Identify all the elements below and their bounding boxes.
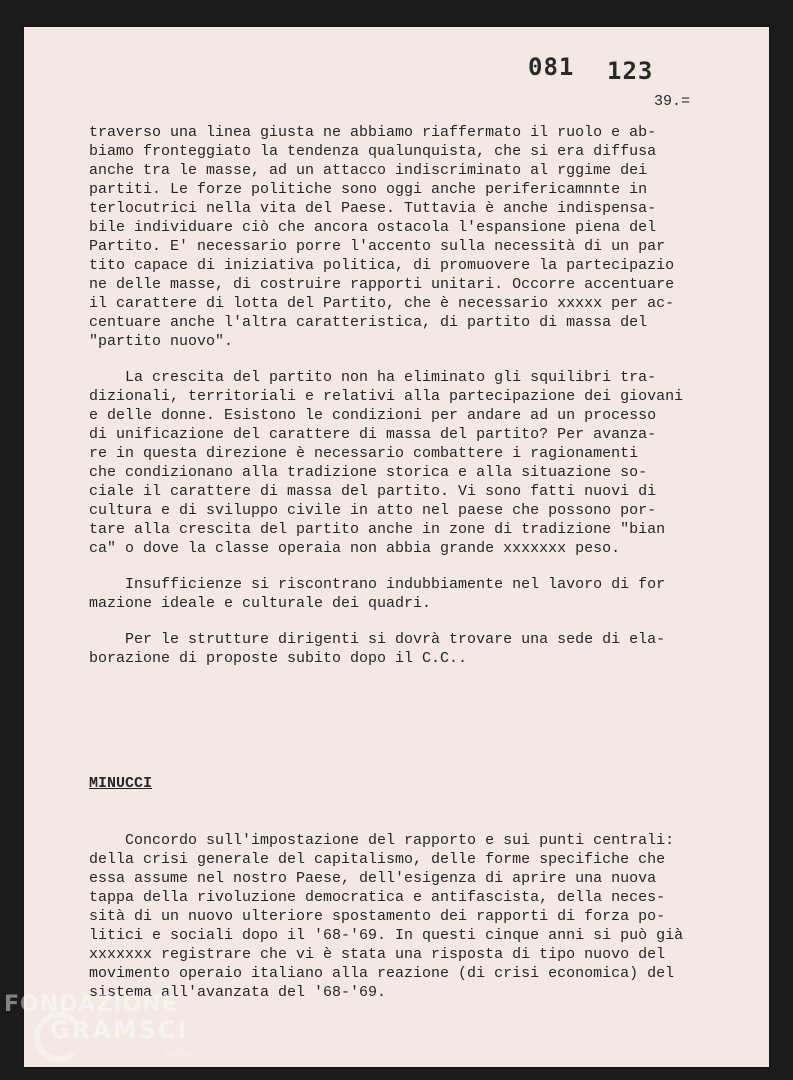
text-line: di unificazione del carattere di massa del partito? Per avanza- bbox=[89, 426, 657, 443]
text-line: Partito. E' necessario porre l'accento sulla necessità di un par bbox=[89, 238, 666, 255]
text-line: che condizionano alla tradizione storica e alla situazione so- bbox=[89, 464, 648, 481]
text-line: tito capace di iniziativa politica, di promuovere la partecipazio bbox=[89, 257, 675, 274]
text-line: mazione ideale e culturale dei quadri. bbox=[89, 595, 432, 612]
text-line: cultura e di sviluppo civile in atto nel paese che possono por- bbox=[89, 502, 657, 519]
text-line: sistema all'avanzata del '68-'69. bbox=[89, 984, 387, 1001]
text-line: traverso una linea giusta ne abbiamo riaffermato il ruolo e ab- bbox=[89, 124, 657, 141]
text-line: e delle donne. Esistono le condizioni per andare ad un processo bbox=[89, 407, 657, 424]
text-line: partiti. Le forze politiche sono oggi anche perifericamnnte in bbox=[89, 181, 648, 198]
text-line: anche tra le masse, ad un attacco indiscriminato al rggime dei bbox=[89, 162, 648, 179]
text-line: ca" o dove la classe operaia non abbia grande xxxxxxx peso. bbox=[89, 540, 621, 557]
text-line: terlocutrici nella vita del Paese. Tuttavia è anche indispensa- bbox=[89, 200, 657, 217]
watermark-line3: onlus bbox=[164, 1048, 191, 1059]
text-line: ciale il carattere di massa del partito. Vi sono fatti nuovi di bbox=[89, 483, 657, 500]
watermark-line1: FONDAZIONE bbox=[4, 992, 178, 1017]
text-line: il carattere di lotta del Partito, che è necessario xxxxx per ac- bbox=[89, 295, 675, 312]
fondazione-gramsci-watermark bbox=[4, 990, 204, 1070]
text-line: Per le strutture dirigenti si dovrà trovare una sede di ela- bbox=[89, 631, 666, 648]
text-line: re in questa direzione è necessario combattere i ragionamenti bbox=[89, 445, 639, 462]
text-line: sità di un nuovo ulteriore spostamento dei rapporti di forza po- bbox=[89, 908, 666, 925]
archive-stamp-left: 081 bbox=[528, 53, 575, 81]
text-line: essa assume nel nostro Paese, dell'esigenza di aprire una nuova bbox=[89, 870, 657, 887]
document-page bbox=[24, 27, 769, 1067]
text-line: tare alla crescita del partito anche in zone di tradizione "bian bbox=[89, 521, 666, 538]
text-line: Concordo sull'impostazione del rapporto e sui punti centrali: bbox=[89, 832, 675, 849]
text-line: della crisi generale del capitalismo, delle forme specifiche che bbox=[89, 851, 666, 868]
text-line: Insufficienze si riscontrano indubbiamente nel lavoro di for bbox=[89, 576, 666, 593]
text-line: La crescita del partito non ha eliminato gli squilibri tra- bbox=[89, 369, 657, 386]
text-line: tappa della rivoluzione democratica e antifascista, della neces- bbox=[89, 889, 666, 906]
text-line: movimento operaio italiano alla reazione (di crisi economica) del bbox=[89, 965, 675, 982]
page-number: 39.= bbox=[654, 93, 691, 110]
text-line: ne delle masse, di costruire rapporti unitari. Occorre accentuare bbox=[89, 276, 675, 293]
speaker-heading: MINUCCI bbox=[89, 775, 153, 792]
text-line: "partito nuovo". bbox=[89, 333, 234, 350]
text-line: bile individuare ciò che ancora ostacola l'espansione piena del bbox=[89, 219, 657, 236]
text-line: xxxxxxx registrare che vi è stata una risposta di tipo nuovo del bbox=[89, 946, 666, 963]
watermark-line2: GRAMSCI bbox=[50, 1016, 189, 1044]
text-line: dizionali, territoriali e relativi alla partecipazione dei giovani bbox=[89, 388, 684, 405]
text-line: borazione di proposte subito dopo il C.C.. bbox=[89, 650, 468, 667]
text-line: litici e sociali dopo il '68-'69. In questi cinque anni si può già bbox=[89, 927, 684, 944]
text-line: centuare anche l'altra caratteristica, di partito di massa del bbox=[89, 314, 648, 331]
text-line: biamo fronteggiato la tendenza qualunquista, che si era diffusa bbox=[89, 143, 657, 160]
archive-stamp-right: 123 bbox=[607, 57, 654, 85]
